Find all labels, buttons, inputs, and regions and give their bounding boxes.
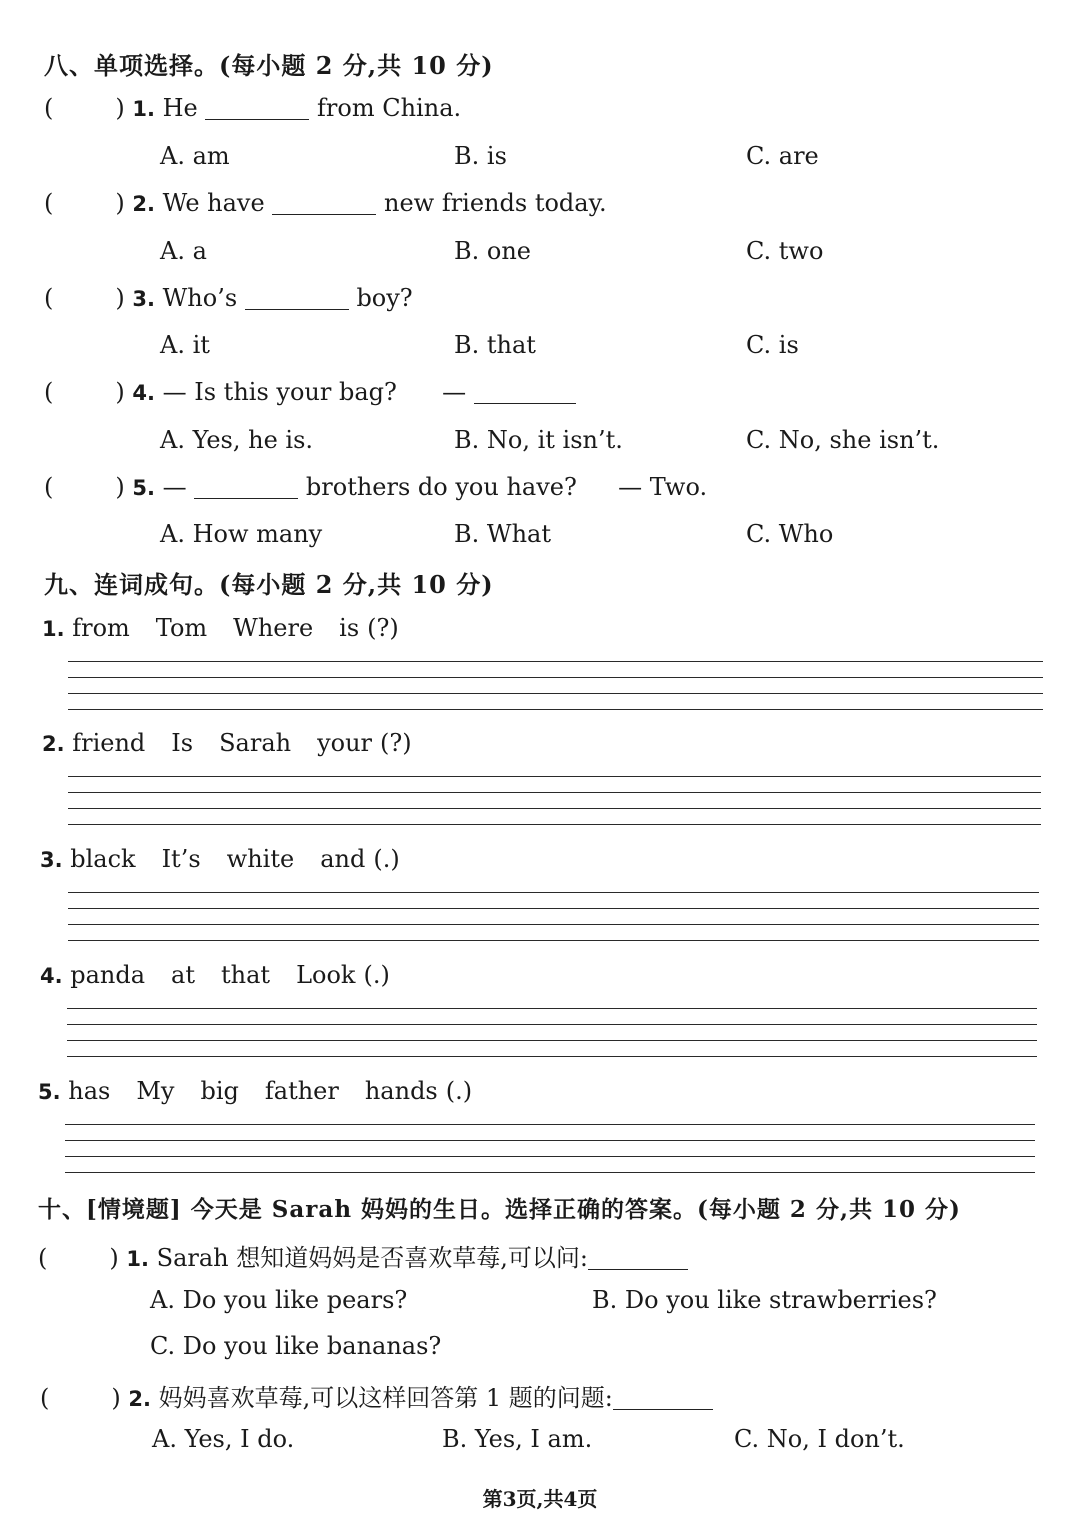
option-a[interactable]: A. Yes, I do. (152, 1425, 295, 1453)
answer-blank[interactable] (588, 1249, 688, 1270)
s9-item-1 (42, 614, 399, 642)
word: Where (233, 614, 314, 642)
option-a[interactable]: A. Do you like pears? (150, 1286, 408, 1314)
answer-paren-open: ( (44, 189, 54, 217)
option-b[interactable]: B. one (454, 237, 532, 265)
answer-paren-open: ( (44, 378, 54, 406)
question-text-after: from China. (317, 94, 462, 122)
answer-paren-open: ( (38, 1244, 48, 1272)
answer-blank[interactable] (474, 383, 576, 404)
option-c[interactable]: C. Who (746, 520, 834, 548)
word: your (317, 729, 373, 757)
item-number: 3. (40, 848, 63, 872)
question-text: Sarah 想知道妈妈是否喜欢草莓,可以问: (156, 1244, 588, 1272)
question-text-after: boy? (356, 284, 413, 312)
end-punctuation: (?) (367, 614, 399, 642)
question-number: 5. (132, 476, 155, 500)
s8-question-4 (44, 378, 576, 406)
end-punctuation: (.) (373, 845, 400, 873)
answer-paren-close: ) (115, 473, 125, 501)
word: Sarah (219, 729, 292, 757)
option-c[interactable]: C. No, I don’t. (734, 1425, 905, 1453)
word: black (70, 845, 136, 873)
question-number: 3. (132, 287, 155, 311)
word: at (171, 961, 195, 989)
question-number: 2. (128, 1387, 151, 1411)
section-8-title: 八、单项选择。(每小题 2 分,共 10 分) (44, 51, 494, 80)
s10-question-1 (38, 1238, 688, 1273)
answer-paren-close: ) (115, 189, 125, 217)
option-b[interactable]: B. that (454, 331, 536, 359)
question-text: 妈妈喜欢草莓,可以这样回答第 1 题的问题: (158, 1384, 613, 1412)
question-number: 4. (132, 381, 155, 405)
word: Tom (155, 614, 208, 642)
option-b[interactable]: B. Do you like strawberries? (592, 1286, 937, 1314)
option-a[interactable]: A. Yes, he is. (160, 426, 314, 454)
answer-paren-close: ) (111, 1384, 121, 1412)
word: has (68, 1077, 111, 1105)
question-text-before: We have (162, 189, 265, 217)
s8-question-3 (44, 284, 413, 312)
end-punctuation: (?) (380, 729, 412, 757)
s9-item-2 (42, 729, 412, 757)
answer-blank[interactable] (194, 478, 298, 499)
answer-paren-close: ) (115, 378, 125, 406)
question-number: 1. (132, 97, 155, 121)
answer-blank[interactable] (205, 99, 309, 120)
question-number: 2. (132, 192, 155, 216)
s8-question-1 (44, 94, 461, 122)
question-text-before: — (162, 473, 187, 501)
item-number: 5. (38, 1080, 61, 1104)
question-text-after: brothers do you have? (305, 473, 577, 501)
word: father (264, 1077, 339, 1105)
question-text-before: Who’s (162, 284, 238, 312)
item-number: 1. (42, 617, 65, 641)
option-c[interactable]: C. Do you like bananas? (150, 1332, 442, 1360)
question-text-before: — Is this your bag? (162, 378, 397, 406)
page-number: 第3页,共4页 (482, 1487, 598, 1511)
word: from (72, 614, 130, 642)
item-number: 2. (42, 732, 65, 756)
end-punctuation: (.) (363, 961, 390, 989)
option-a[interactable]: A. How many (160, 520, 323, 548)
answer-paren-open: ( (44, 284, 54, 312)
option-b[interactable]: B. Yes, I am. (442, 1425, 593, 1453)
section-10-title: 十、[情境题] 今天是 Sarah 妈妈的生日。选择正确的答案。(每小题 2 分,共 10 分) (38, 1196, 961, 1223)
option-c[interactable]: C. No, she isn’t. (746, 426, 940, 454)
option-b[interactable]: B. No, it isn’t. (454, 426, 623, 454)
answer-paren-close: ) (115, 284, 125, 312)
question-number: 1. (126, 1247, 149, 1271)
answer-paren-close: ) (109, 1244, 119, 1272)
word: that (221, 961, 271, 989)
option-a[interactable]: A. a (160, 237, 207, 265)
word: Is (171, 729, 194, 757)
question-text-tail: — Two. (618, 473, 708, 501)
question-text-after: new friends today. (383, 189, 607, 217)
word: It’s (161, 845, 201, 873)
s9-item-3 (40, 845, 400, 873)
answer-blank[interactable] (245, 289, 349, 310)
option-b[interactable]: B. What (454, 520, 551, 548)
s8-question-5 (44, 473, 707, 501)
word: Look (296, 961, 356, 989)
s10-question-2 (40, 1378, 713, 1413)
word: panda (70, 961, 146, 989)
option-c[interactable]: C. are (746, 142, 819, 170)
word: white (226, 845, 295, 873)
option-c[interactable]: C. two (746, 237, 824, 265)
s9-item-4 (40, 961, 390, 989)
word: and (320, 845, 366, 873)
answer-paren-open: ( (44, 94, 54, 122)
word: hands (364, 1077, 438, 1105)
word: My (136, 1077, 175, 1105)
answer-paren-open: ( (44, 473, 54, 501)
word: big (200, 1077, 239, 1105)
answer-blank[interactable] (272, 194, 376, 215)
option-a[interactable]: A. it (160, 331, 210, 359)
answer-paren-close: ) (115, 94, 125, 122)
option-b[interactable]: B. is (454, 142, 507, 170)
s8-question-2 (44, 189, 607, 217)
section-9-title: 九、连词成句。(每小题 2 分,共 10 分) (44, 570, 494, 599)
option-a[interactable]: A. am (160, 142, 230, 170)
answer-paren-open: ( (40, 1384, 50, 1412)
s9-item-5 (38, 1077, 472, 1105)
question-text-after: — (442, 378, 467, 406)
answer-blank[interactable] (613, 1389, 713, 1410)
word: is (339, 614, 360, 642)
question-text-before: He (162, 94, 198, 122)
end-punctuation: (.) (445, 1077, 473, 1105)
word: friend (72, 729, 146, 757)
item-number: 4. (40, 964, 63, 988)
option-c[interactable]: C. is (746, 331, 799, 359)
